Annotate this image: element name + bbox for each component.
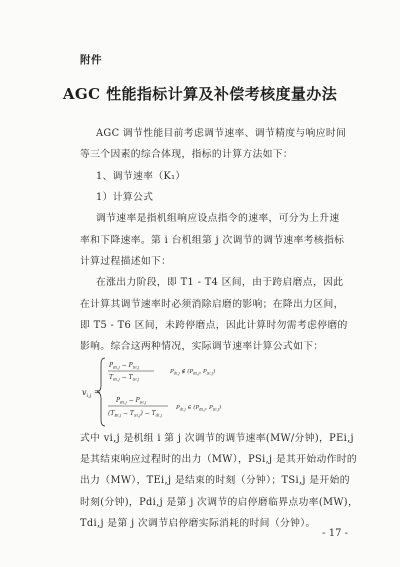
case2-numerator: $P_{Ei,j} - P_{Si,j}$: [116, 397, 147, 405]
paragraph-3-line-3: 出力（MW），TEi,j 是结束的时刻（分钟）；TSi,j 是开始的: [80, 475, 350, 486]
case1-numerator: $P_{Ei,j} - P_{Si,j}$: [109, 362, 140, 370]
rate-formula: [80, 356, 240, 428]
document-title: AGC 性能指标计算及补偿考核度量办法: [62, 85, 338, 103]
page-number: - 17 -: [322, 528, 348, 539]
paragraph-1-line-3: 计算过程描述如下：: [80, 256, 172, 267]
case2-denominator: $(T_{Ei,j} - T_{Si,j}) - T_{di,j}$: [108, 410, 162, 418]
intro-line-1: AGC 调节性能目前考虑调节速率、调节精度与响应时间: [96, 128, 347, 139]
paragraph-3-line-2: 是其结束响应过程时的出力（MW），PSi,j 是其开始动作时的: [80, 454, 358, 465]
intro-line-2: 等三个因素的综合体现，指标的计算方法如下：: [80, 149, 294, 160]
paragraph-3-line-1: 式中 vi,j 是机组 i 第 j 次调节的调节速率(MW/分钟)，PEi,j: [80, 433, 354, 444]
formula-equals: =: [94, 387, 101, 396]
paragraph-1-line-1: 调节速率是指机组响应设点指令的速率，可分为上升速: [96, 213, 340, 224]
paragraph-3-line-4: 时刻(分钟)，Pdi,j 是第 j 次调节的启停磨临界点功率(MW)，: [80, 497, 359, 508]
paragraph-2-line-1: 在涨出力阶段，即 T1 - T4 区间，由于跨启磨点，因此: [96, 277, 344, 288]
attachment-label: 附件: [80, 54, 102, 66]
section-heading-rate: 1、调节速率（K₁）: [96, 171, 186, 182]
paragraph-2-line-2: 在计算其调节速率时必须消除启磨的影响；在降出力区间，: [80, 299, 344, 310]
formula-brace: [97, 358, 105, 426]
case2-condition: $P_{di,j}$ ∈ ($P_{Ei,j}$, $P_{Si,j}$): [176, 405, 222, 412]
paragraph-3-line-5: Tdi,j 是第 j 次调节启停磨实际消耗的时间（分钟）。: [80, 518, 316, 529]
subsection-formula: 1）计算公式: [96, 192, 154, 203]
case1-condition: $P_{di,j}$ ∉ ($P_{Ei,j}$, $P_{Si,j}$): [170, 369, 216, 376]
paragraph-1-line-2: 率和下降速率。第 i 台机组第 j 次调节的调节速率考核指标: [80, 235, 345, 246]
paragraph-2-line-3: 即 T5 - T6 区间，未跨停磨点，因此计算时勿需考虑停磨的: [80, 320, 348, 331]
case1-denominator: $T_{Ei,j} - T_{Si,j}$: [109, 374, 140, 382]
paragraph-2-line-4: 影响。综合这两种情况，实际调节速率计算公式如下：: [80, 341, 324, 352]
formula-lhs: $v_{i,j}$: [82, 388, 92, 399]
